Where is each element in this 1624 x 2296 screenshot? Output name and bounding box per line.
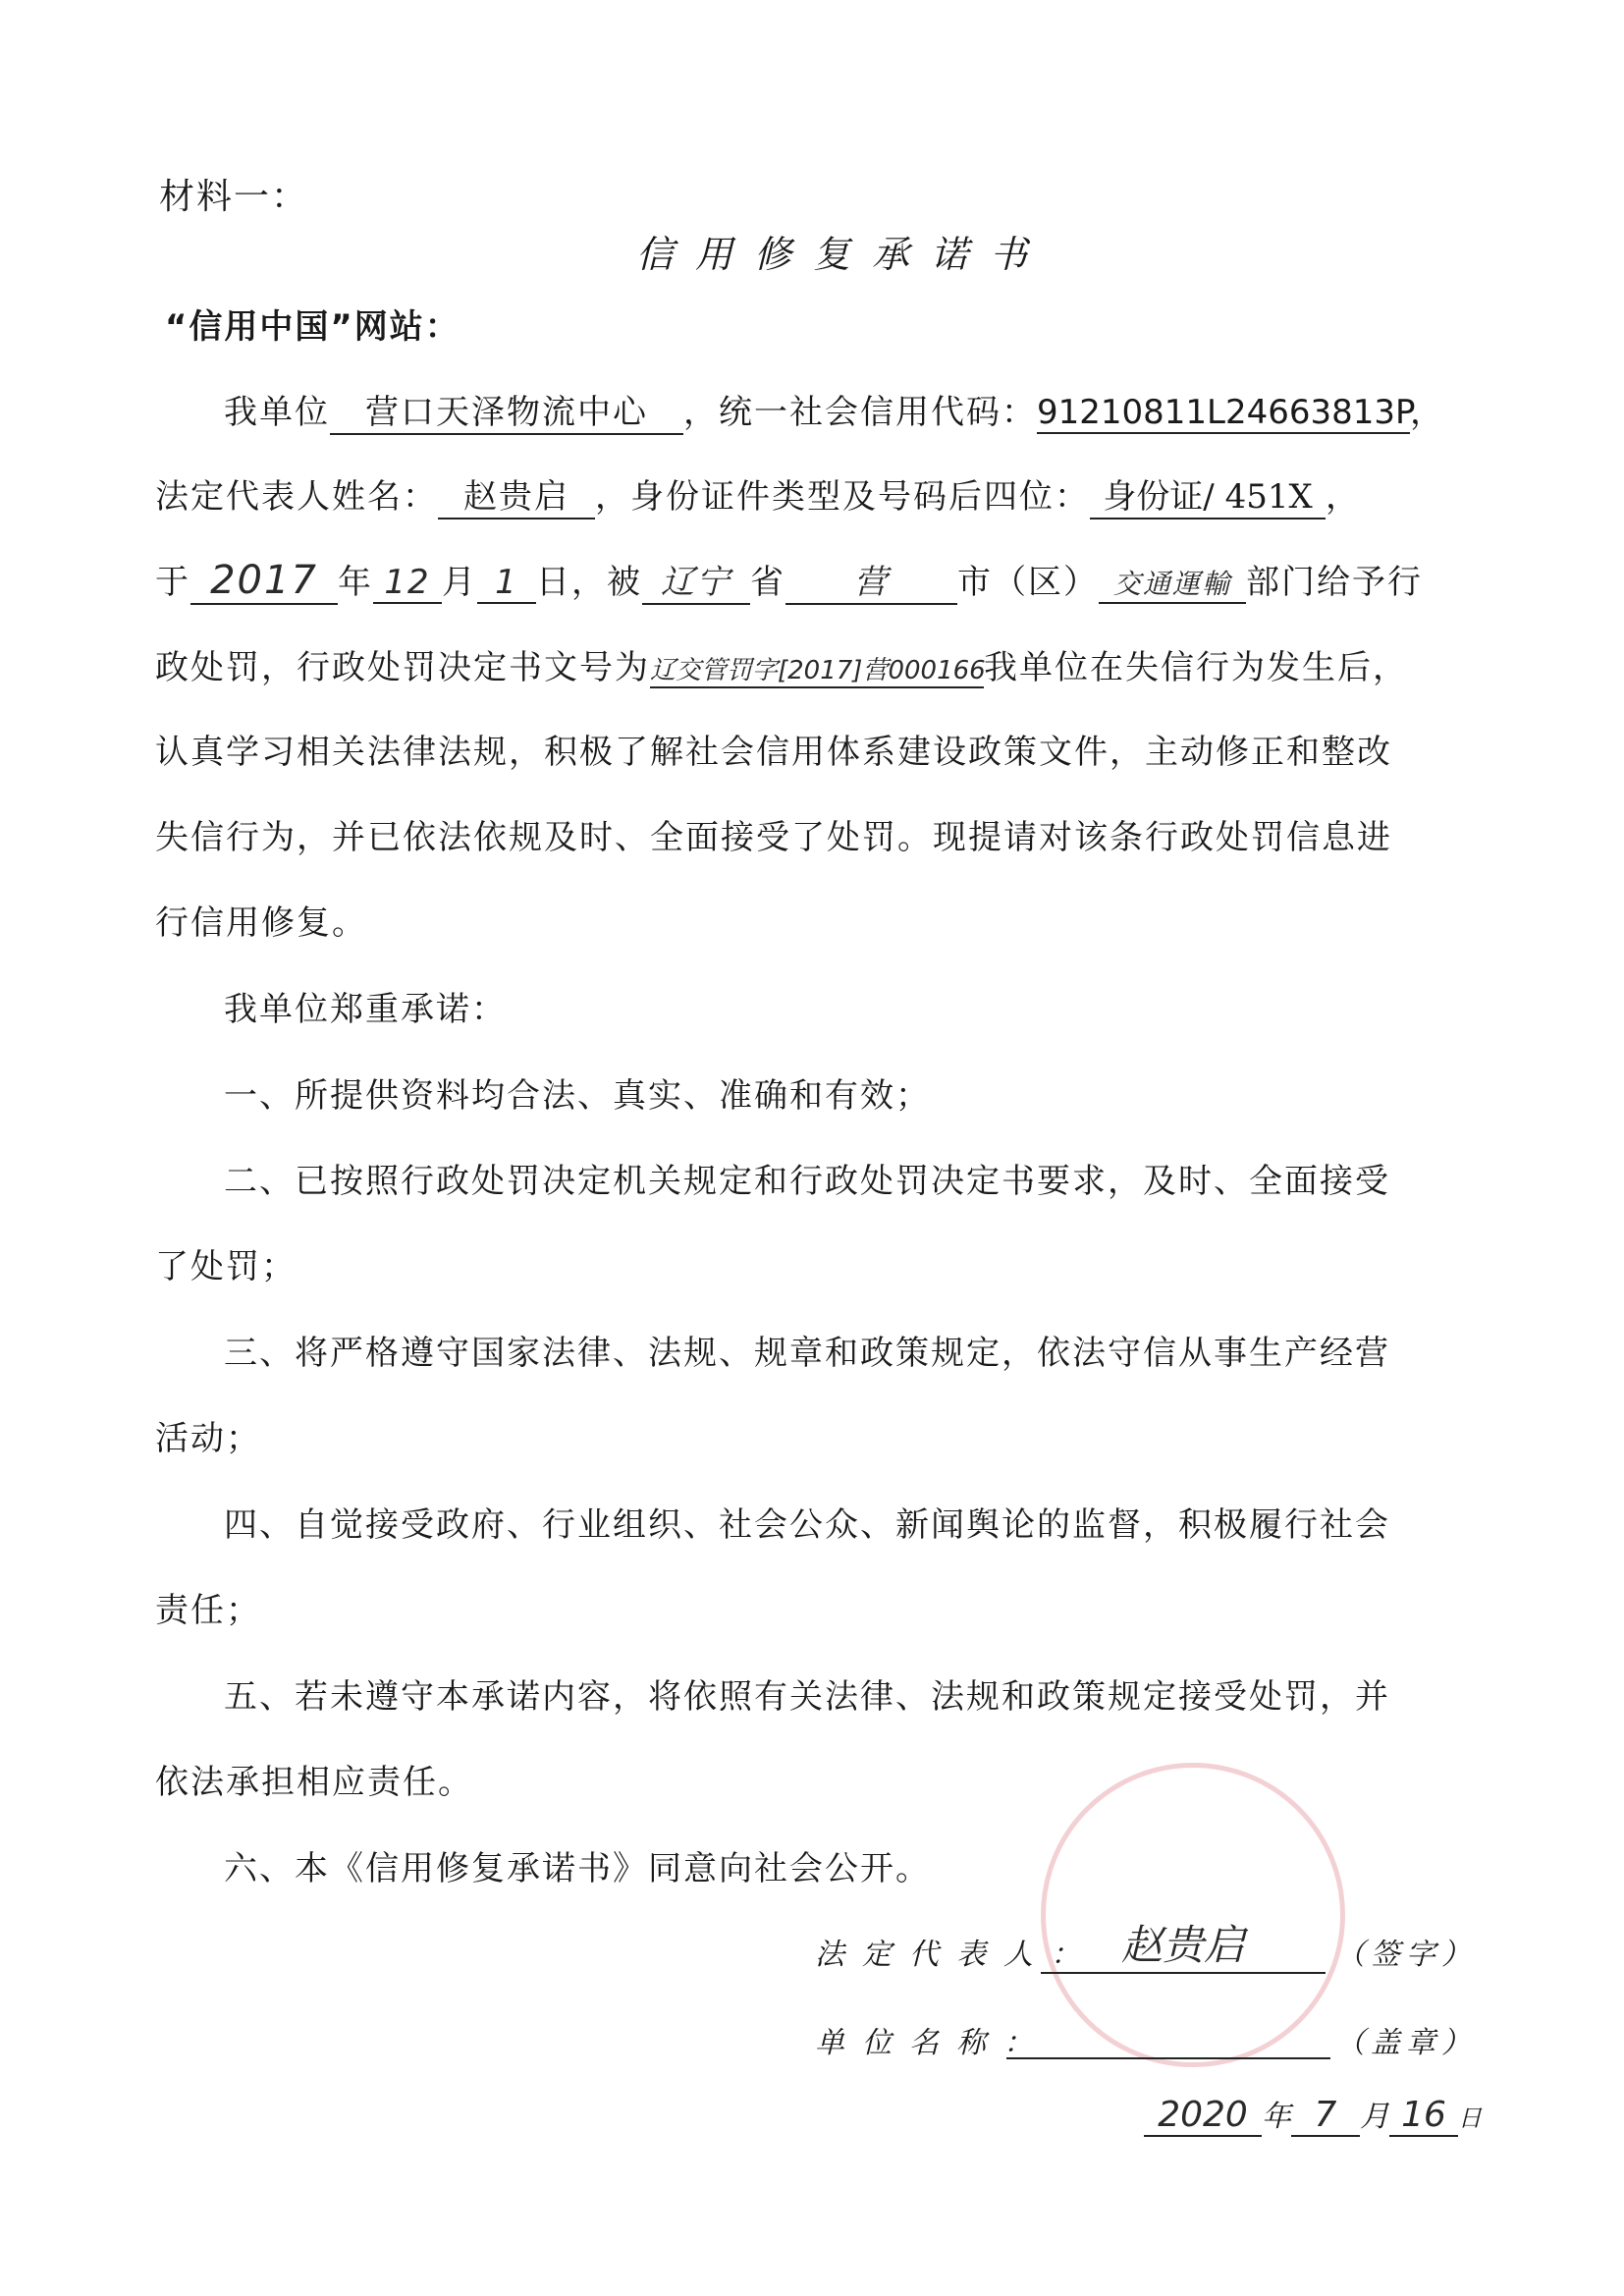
text-segment: ， xyxy=(1326,477,1361,517)
para1-line6: 失信行为，并已依法依规及时、全面接受了处罚。现提请对该条行政处罚信息进 xyxy=(155,818,1392,857)
id-info-field: 身份证/ 451X xyxy=(1090,469,1326,519)
text-segment: 日，被 xyxy=(536,563,642,602)
text-segment: 年 xyxy=(1262,2100,1291,2134)
unit-name-field: 营口天泽物流中心 xyxy=(330,385,683,435)
text-segment: 我单位 xyxy=(224,393,330,432)
rep-name-field: 赵贵启 xyxy=(438,469,595,519)
text-segment: 部门给予行 xyxy=(1246,563,1423,602)
item-5-line1: 五、若未遵守本承诺内容，将依照有关法律、法规和政策规定接受处罚，并 xyxy=(224,1677,1390,1717)
date-month: 7 xyxy=(1291,2095,1360,2137)
date-day: 16 xyxy=(1389,2095,1458,2137)
year-field: 2017 xyxy=(190,558,338,605)
para1-line2 xyxy=(155,469,1361,519)
text-segment: 政处罚，行政处罚决定书文号为 xyxy=(155,648,650,687)
text-segment: 省 xyxy=(750,563,785,602)
para1-line1 xyxy=(224,385,1445,435)
item-2-line1: 二、已按照行政处罚决定机关规定和行政处罚决定书要求，及时、全面接受 xyxy=(224,1162,1390,1201)
text-segment: ，身份证件类型及号码后四位： xyxy=(595,477,1090,517)
unit-label: 单位名称： xyxy=(815,2026,1051,2060)
text-segment: 月 xyxy=(442,563,477,602)
item-3-line2: 活动； xyxy=(155,1419,261,1458)
text-segment: 月 xyxy=(1360,2100,1389,2134)
item-1: 一、所提供资料均合法、真实、准确和有效； xyxy=(224,1076,931,1116)
item-4-line1: 四、自觉接受政府、行业组织、社会公众、新闻舆论的监督，积极履行社会 xyxy=(224,1505,1390,1545)
page-title: 信用修复承诺书 xyxy=(636,233,1050,276)
text-segment: ，统一社会信用代码： xyxy=(683,393,1037,432)
day-field: 1 xyxy=(477,563,536,604)
rep-signature: 赵贵启 xyxy=(1041,1913,1326,1974)
para1-line4 xyxy=(155,640,1408,688)
rep-label: 法定代表人： xyxy=(815,1938,1098,1972)
unit-seal-line xyxy=(1006,2013,1330,2059)
material-label: 材料一： xyxy=(159,177,309,217)
text-segment: 日 xyxy=(1458,2105,1482,2132)
date-year: 2020 xyxy=(1144,2095,1262,2137)
doc-number-field: 辽交管罚字[2017]营000166 xyxy=(650,650,984,688)
item-6: 六、本《信用修复承诺书》同意向社会公开。 xyxy=(224,1849,931,1888)
text-segment: 市（区） xyxy=(957,563,1099,602)
city-field: 营 xyxy=(785,555,957,605)
para1-line5: 认真学习相关法律法规，积极了解社会信用体系建设政策文件，主动修正和整改 xyxy=(155,733,1392,772)
province-field: 辽宁 xyxy=(642,555,750,605)
text-segment: 法定代表人姓名： xyxy=(155,477,438,517)
addressee: “信用中国”网站： xyxy=(165,307,460,347)
month-field: 12 xyxy=(373,563,442,604)
text-segment: 年 xyxy=(338,563,373,602)
unit-note: （盖章） xyxy=(1335,2026,1477,2060)
item-3-line1: 三、将严格遵守国家法律、法规、规章和政策规定，依法守信从事生产经营 xyxy=(224,1334,1390,1373)
text-segment: 我单位在失信行为发生后， xyxy=(984,648,1408,687)
department-field: 交通運輸 xyxy=(1099,563,1246,604)
text-segment: ， xyxy=(1410,393,1445,432)
text-segment: 于 xyxy=(155,563,190,602)
item-4-line2: 责任； xyxy=(155,1591,261,1630)
rep-note: （签字） xyxy=(1335,1938,1477,1972)
para1-line3 xyxy=(155,555,1423,605)
item-2-line2: 了处罚； xyxy=(155,1247,297,1286)
credit-code-field: 91210811L24663813P xyxy=(1037,393,1416,432)
promise-intro: 我单位郑重承诺： xyxy=(224,990,507,1029)
para1-line7: 行信用修复。 xyxy=(155,903,367,943)
item-5-line2: 依法承担相应责任。 xyxy=(155,1763,473,1802)
sign-date xyxy=(1144,2092,1482,2137)
